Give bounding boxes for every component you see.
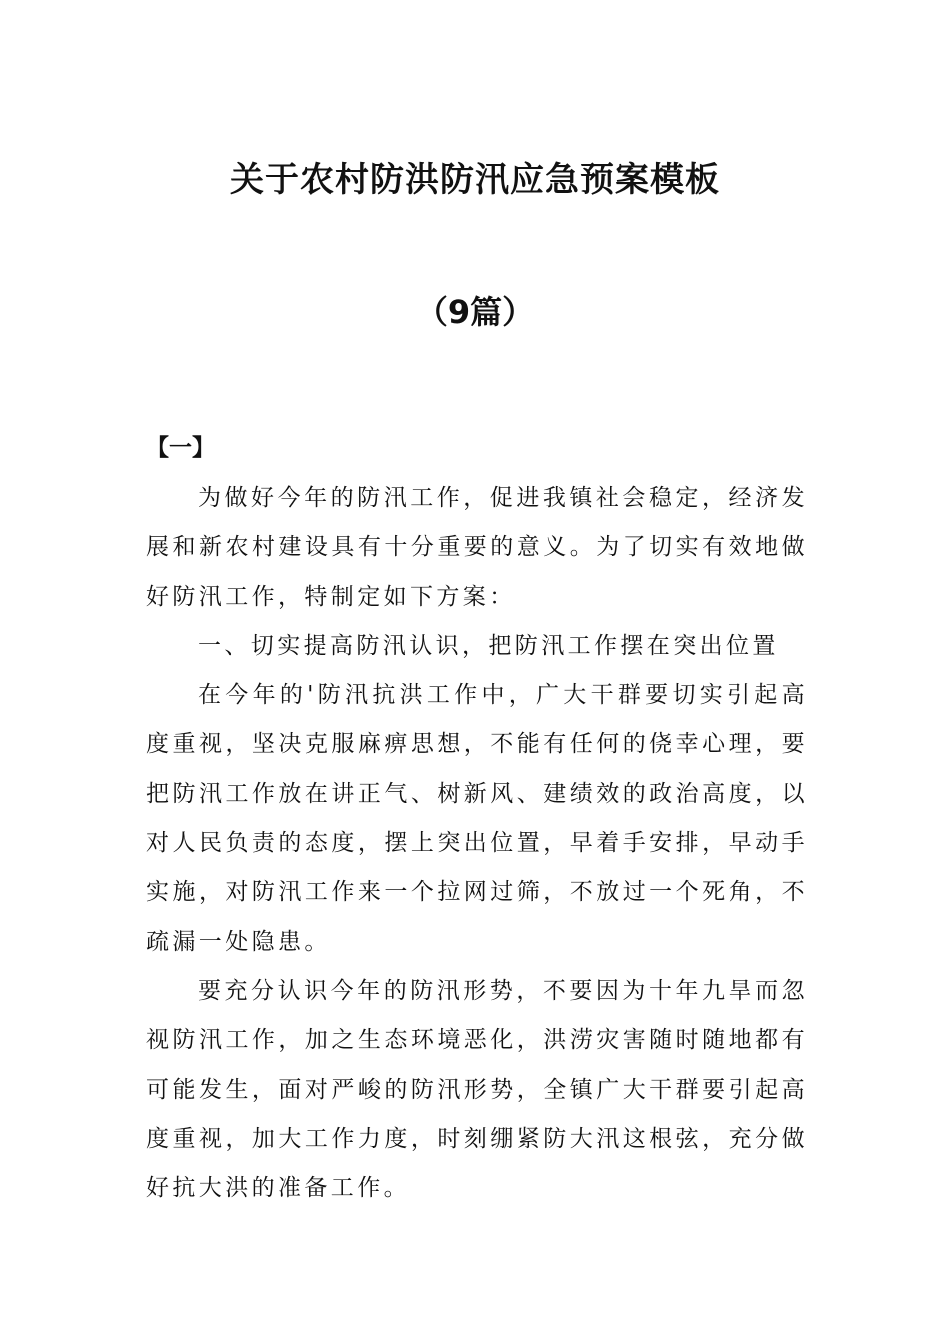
section-marker: 【一】: [146, 435, 215, 461]
paragraph-intro: 为做好今年的防汛工作，促进我镇社会稳定，经济发展和新农村建设具有十分重要的意义。为了切实有效地做好防汛工作，特制定如下方案：: [146, 485, 808, 610]
document-subtitle: （9篇）: [415, 293, 535, 331]
paragraph-awareness: 在今年的'防汛抗洪工作中，广大干群要切实引起高度重视，坚决克服麻痹思想，不能有任何的侥幸心理，要把防汛工作放在讲正气、树新风、建绩效的政治高度，以对人民负责的态度，摆上突出位置，早着手安排，早动手实施，对防汛工作来一个拉网过筛，不放过一个死角，不疏漏一处隐患。: [146, 682, 808, 955]
document-title: 关于农村防洪防汛应急预案模板: [230, 160, 720, 200]
document-body: [146, 474, 808, 1213]
paragraph-situation: 要充分认识今年的防汛形势，不要因为十年九旱而忽视防汛工作，加之生态环境恶化，洪涝灾害随时随地都有可能发生，面对严峻的防汛形势，全镇广大干群要引起高度重视，加大工作力度，时刻绷紧防大汛这根弦，充分做好抗大洪的准备工作。: [146, 977, 808, 1202]
paragraph-heading-one: 一、切实提高防汛认识，把防汛工作摆在突出位置: [198, 632, 779, 659]
